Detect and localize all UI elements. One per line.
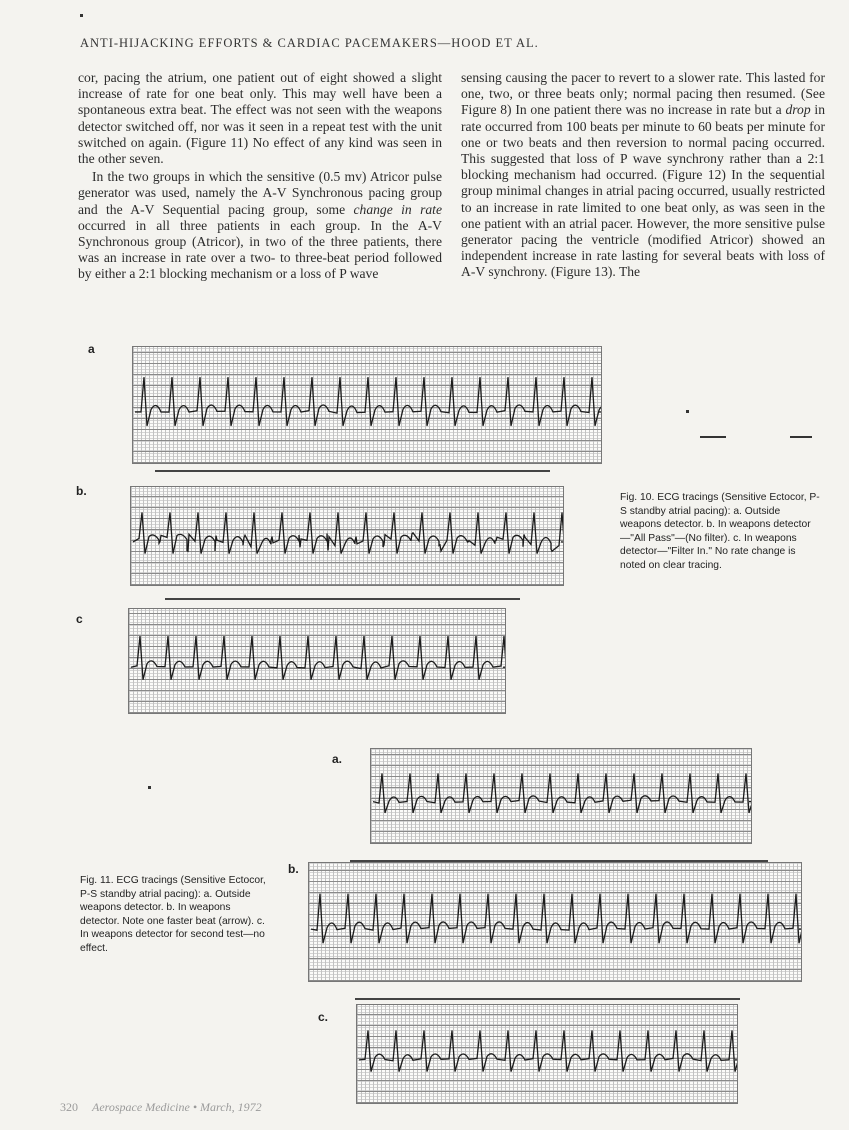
fig11-caption: Fig. 11. ECG tracings (Sensitive Ectocor, P-S standby atrial pacing): a. Outside weapons detector. b. In weapons detector. Note one faster beat (arrow). c. In weapons detector for second test—no effect. [80,875,266,954]
ecg-waveform [135,377,601,426]
ecg-trace [357,1005,737,1103]
left-text-column [78,70,442,283]
ecg-waveform [373,773,751,812]
fig10-ecg-strip-a [132,346,602,464]
left-paragraph-2: In the two groups in which the sensitive (0.5 mv) Atricor pulse generator was used, namely the A-V Synchronous pacing group and the A-V Sequential pacing group, some change in rate occurred in all three patients in each group. In the A-V Synchronous group (Atricor), in two of the three patients, there was an increase in rate over a two- to three-beat period followed by either a 2:1 blocking mechanism or a loss of P wave [78,169,442,282]
page-number: 320 [60,1100,78,1114]
fig10-label-a: a [88,342,95,356]
stray-mark [700,436,726,438]
ecg-waveform [131,636,505,680]
fig10-rule-a [155,470,550,472]
left-paragraph-1: cor, pacing the atrium, one patient out of eight showed a slight increase of rate for one beat only. This may well have been a spontaneous extra beat. The effect was not seen with the weapons detector switched off, nor was it seen in a repeat test with the unit switched on again. (Figure 11) No effect of any kind was seen in the other seven. [78,70,442,167]
fig11-ecg-strip-a [370,748,752,844]
stray-mark [790,436,812,438]
fig11-ecg-strip-c [356,1004,738,1104]
journal-citation: Aerospace Medicine • March, 1972 [92,1100,262,1114]
fig10-rule-b [165,598,520,600]
stray-mark [80,14,83,17]
stray-mark [148,786,151,789]
page-footer [60,1100,262,1115]
fig10-caption: Fig. 10. ECG tracings (Sensitive Ectocor, P-S standby atrial pacing): a. Outside weapons detector. b. In weapons detector—"All Pass"—(No filter). c. In weapons detector—"Filter In." No rate change is noted on clear tracing. [620,492,820,571]
fig10-ecg-strip-c [128,608,506,714]
ecg-trace [371,749,751,843]
running-header: ANTI-HIJACKING EFFORTS & CARDIAC PACEMAKERS—HOOD ET AL. [80,36,539,50]
ecg-waveform [311,894,801,944]
ecg-trace [129,609,505,713]
stray-mark [686,410,689,413]
ecg-waveform [133,512,563,553]
fig11-label-b: b. [288,862,299,876]
ecg-trace [309,863,801,981]
ecg-trace [131,487,563,585]
fig10-ecg-strip-b [130,486,564,586]
ecg-waveform [359,1030,737,1071]
fig10-label-b: b. [76,484,87,498]
right-paragraph-1: sensing causing the pacer to revert to a slower rate. This lasted for one, two, or three beats only; normal pacing then resumed. (See Figure 8) In one patient there was no increase in rate but a drop in rate occurred from 100 beats per minute to 60 beats per minute for one or two beats and then reversion to normal pacing occurred. This suggested that loss of P wave synchrony rather than a 2:1 blocking mechanism had occurred. (Figure 12) In the sequential group minimal changes in atrial pacing occurred, usually restricted to an increase in rate limited to one beat only, as was seen in the one patient with an atrial pacer. However, the more sensitive pulse generator pacing the ventricle (modified Atricor) showed an independent increase in rate lasting for several beats with loss of A-V synchrony. (Figure 13). The [461,70,825,280]
right-text-column [461,70,825,281]
fig10-label-c: c [76,612,83,626]
ecg-trace [133,347,601,463]
fig11-label-a: a. [332,752,343,766]
fig11-rule-b [355,998,740,1000]
fig11-label-c: c. [318,1010,329,1024]
fig11-ecg-strip-b [308,862,802,982]
